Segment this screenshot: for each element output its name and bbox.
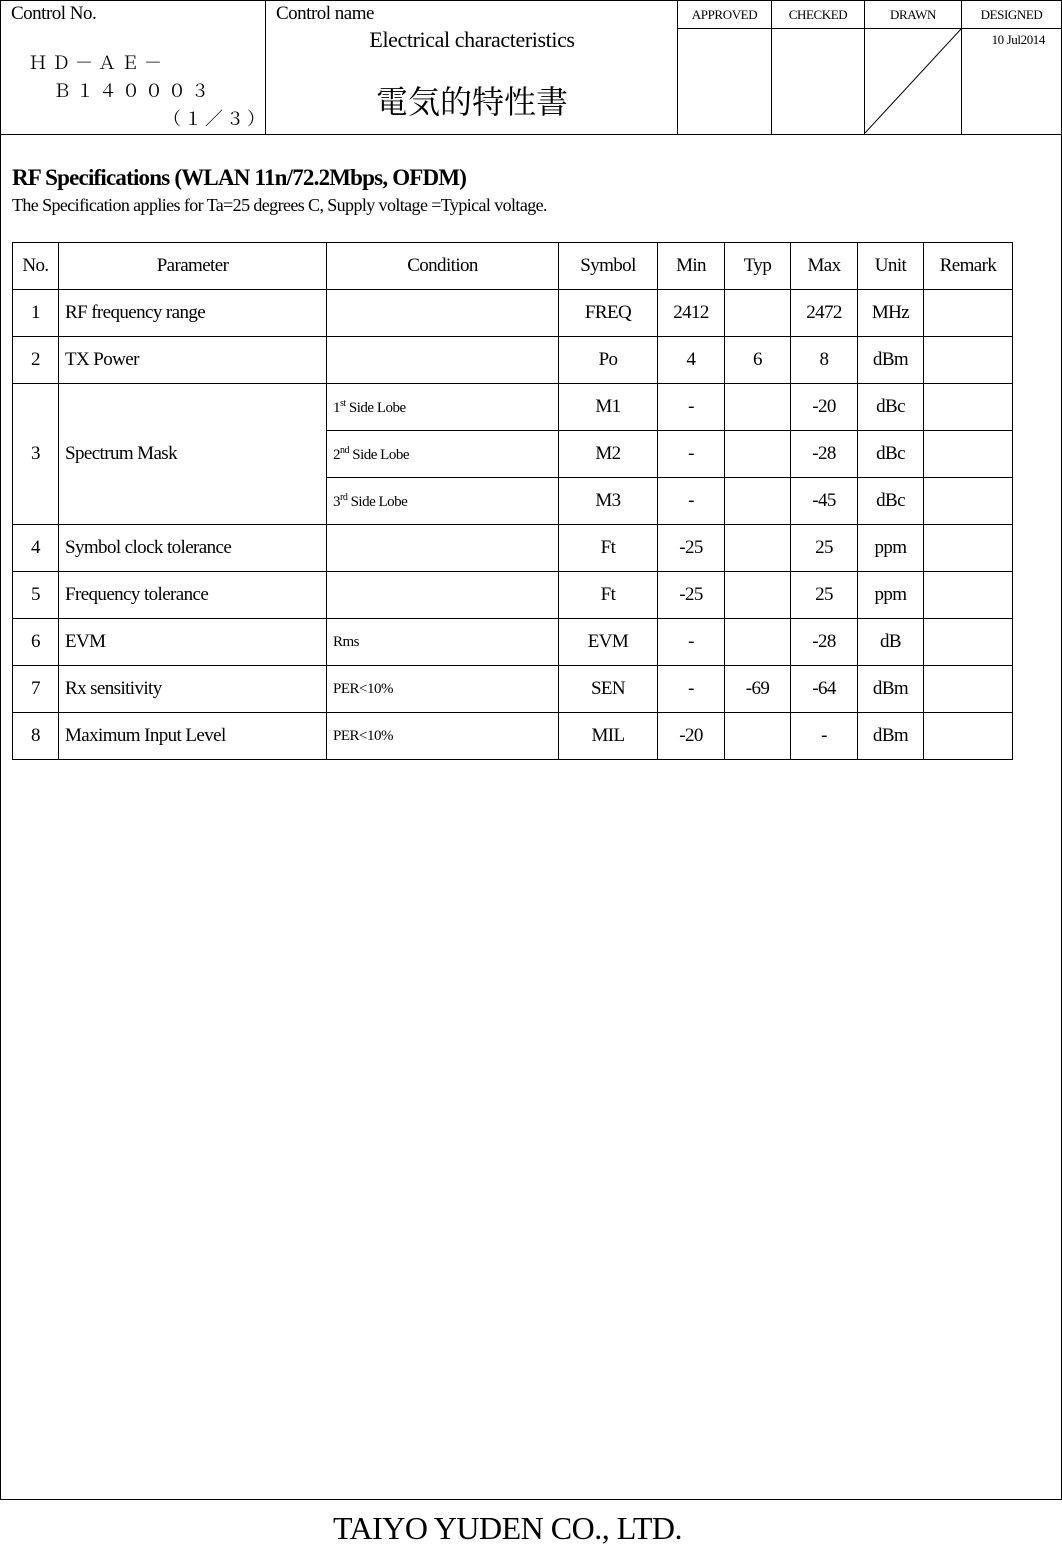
cell-no: 4 (13, 525, 59, 572)
cell-unit: dBm (858, 713, 924, 760)
cell-typ (725, 431, 791, 478)
cell-unit: ppm (858, 572, 924, 619)
cell-remark (924, 572, 1013, 619)
cell-remark (924, 384, 1013, 431)
table-row (13, 290, 1013, 337)
drawn-cell (865, 1, 962, 134)
table-row (13, 572, 1013, 619)
control-no-page: （１／３） (163, 109, 268, 130)
cell-remark (924, 619, 1013, 666)
cell-min: - (658, 478, 725, 525)
table-row (13, 525, 1013, 572)
cell-remark (924, 431, 1013, 478)
cell-parameter: RF frequency range (59, 290, 327, 337)
control-no-line1: ＨＤ－ＡＥ－ (29, 53, 167, 74)
header-max: Max (791, 243, 858, 290)
cell-remark (924, 337, 1013, 384)
cell-typ: 6 (725, 337, 791, 384)
table-row (13, 337, 1013, 384)
cell-remark (924, 290, 1013, 337)
approved-label: APPROVED (678, 1, 771, 29)
cell-symbol: Ft (559, 525, 658, 572)
cell-max: -20 (791, 384, 858, 431)
cell-parameter: Frequency tolerance (59, 572, 327, 619)
header-parameter: Parameter (59, 243, 327, 290)
designed-date: 10 Jul2014 (991, 32, 1045, 47)
cell-min: -25 (658, 572, 725, 619)
cond-ordinal: st (340, 397, 346, 409)
cell-no: 1 (13, 290, 59, 337)
cell-remark (924, 525, 1013, 572)
cell-condition (327, 431, 559, 478)
section-title: RF Specifications (WLAN 11n/72.2Mbps, OFDM) (12, 165, 467, 190)
cell-parameter: Maximum Input Level (59, 713, 327, 760)
cell-min: -20 (658, 713, 725, 760)
cell-typ (725, 525, 791, 572)
cell-no: 7 (13, 666, 59, 713)
cell-unit: dBc (858, 478, 924, 525)
cell-typ (725, 572, 791, 619)
control-no-line2: Ｂ１４０００３ (53, 81, 214, 102)
cell-condition: PER<10% (327, 666, 559, 713)
cell-symbol: MIL (559, 713, 658, 760)
cond-number: 2 (333, 446, 340, 463)
cell-symbol: FREQ (559, 290, 658, 337)
designed-label: DESIGNED (962, 1, 1061, 29)
cell-min: 2412 (658, 290, 725, 337)
cell-min: - (658, 619, 725, 666)
cond-text: Side Lobe (345, 399, 406, 416)
cell-max: 2472 (791, 290, 858, 337)
cell-no: 3 (13, 384, 59, 525)
table-row (13, 384, 1013, 431)
title-block (1, 1, 1061, 135)
cell-unit: dB (858, 619, 924, 666)
cond-ordinal: nd (340, 444, 349, 456)
cell-no: 5 (13, 572, 59, 619)
cell-min: - (658, 666, 725, 713)
cell-max: -28 (791, 431, 858, 478)
cell-no: 6 (13, 619, 59, 666)
cell-unit: dBm (858, 337, 924, 384)
cell-max: 8 (791, 337, 858, 384)
cell-parameter: Spectrum Mask (59, 384, 327, 525)
cell-typ (725, 619, 791, 666)
cell-parameter: TX Power (59, 337, 327, 384)
cell-condition (327, 525, 559, 572)
cell-typ: -69 (725, 666, 791, 713)
cell-no: 8 (13, 713, 59, 760)
control-name-english: Electrical characteristics (369, 27, 575, 52)
cell-unit: MHz (858, 290, 924, 337)
cell-condition (327, 337, 559, 384)
table-row (13, 619, 1013, 666)
cell-parameter: Symbol clock tolerance (59, 525, 327, 572)
control-name-cell (266, 1, 678, 134)
cell-unit: dBm (858, 666, 924, 713)
cond-number: 1 (333, 399, 340, 416)
section-subtitle: The Specification applies for Ta=25 degrees C, Supply voltage =Typical voltage. (12, 195, 547, 215)
cell-max: 25 (791, 572, 858, 619)
cell-parameter: Rx sensitivity (59, 666, 327, 713)
cell-symbol: Po (559, 337, 658, 384)
cond-text: Side Lobe (349, 446, 409, 463)
table-row (13, 666, 1013, 713)
header-unit: Unit (858, 243, 924, 290)
approved-cell (678, 1, 772, 134)
header-remark: Remark (924, 243, 1013, 290)
designed-cell (962, 1, 1061, 134)
header-no: No. (13, 243, 59, 290)
cell-symbol: M1 (559, 384, 658, 431)
header-min: Min (658, 243, 725, 290)
checked-label: CHECKED (772, 1, 864, 29)
checked-cell (772, 1, 865, 134)
cell-parameter: EVM (59, 619, 327, 666)
cell-unit: ppm (858, 525, 924, 572)
cond-number: 3 (333, 493, 340, 510)
cell-remark (924, 478, 1013, 525)
cell-min: - (658, 384, 725, 431)
table-row (13, 713, 1013, 760)
cell-min: -25 (658, 525, 725, 572)
cell-unit: dBc (858, 384, 924, 431)
cell-condition (327, 290, 559, 337)
cell-typ (725, 384, 791, 431)
cell-condition (327, 384, 559, 431)
cell-typ (725, 290, 791, 337)
cell-unit: dBc (858, 431, 924, 478)
header-condition: Condition (327, 243, 559, 290)
cell-max: -64 (791, 666, 858, 713)
header-typ: Typ (725, 243, 791, 290)
cell-condition (327, 478, 559, 525)
cell-max: 25 (791, 525, 858, 572)
cell-condition (327, 572, 559, 619)
cell-symbol: M2 (559, 431, 658, 478)
cell-remark (924, 713, 1013, 760)
cell-max: -45 (791, 478, 858, 525)
cell-symbol: Ft (559, 572, 658, 619)
cell-symbol: M3 (559, 478, 658, 525)
cell-symbol: EVM (559, 619, 658, 666)
cell-max: - (791, 713, 858, 760)
cell-condition: PER<10% (327, 713, 559, 760)
drawn-diagonal-strike (865, 29, 961, 134)
control-no-label: Control No. (11, 3, 97, 24)
drawn-label: DRAWN (865, 1, 961, 29)
table-header-row (13, 243, 1013, 290)
cond-text: Side Lobe (347, 493, 408, 510)
header-symbol: Symbol (559, 243, 658, 290)
cell-max: -28 (791, 619, 858, 666)
cell-condition: Rms (327, 619, 559, 666)
cell-min: 4 (658, 337, 725, 384)
cell-min: - (658, 431, 725, 478)
control-name-label: Control name (276, 3, 374, 24)
rf-spec-table (12, 242, 1013, 760)
cell-typ (725, 478, 791, 525)
control-name-japanese: 電気的特性書 (375, 83, 568, 121)
control-no-cell (1, 1, 266, 134)
cell-typ (725, 713, 791, 760)
cell-remark (924, 666, 1013, 713)
cell-no: 2 (13, 337, 59, 384)
cond-ordinal: rd (340, 491, 348, 503)
cell-symbol: SEN (559, 666, 658, 713)
company-footer: TAIYO YUDEN CO., LTD. (333, 1510, 682, 1546)
